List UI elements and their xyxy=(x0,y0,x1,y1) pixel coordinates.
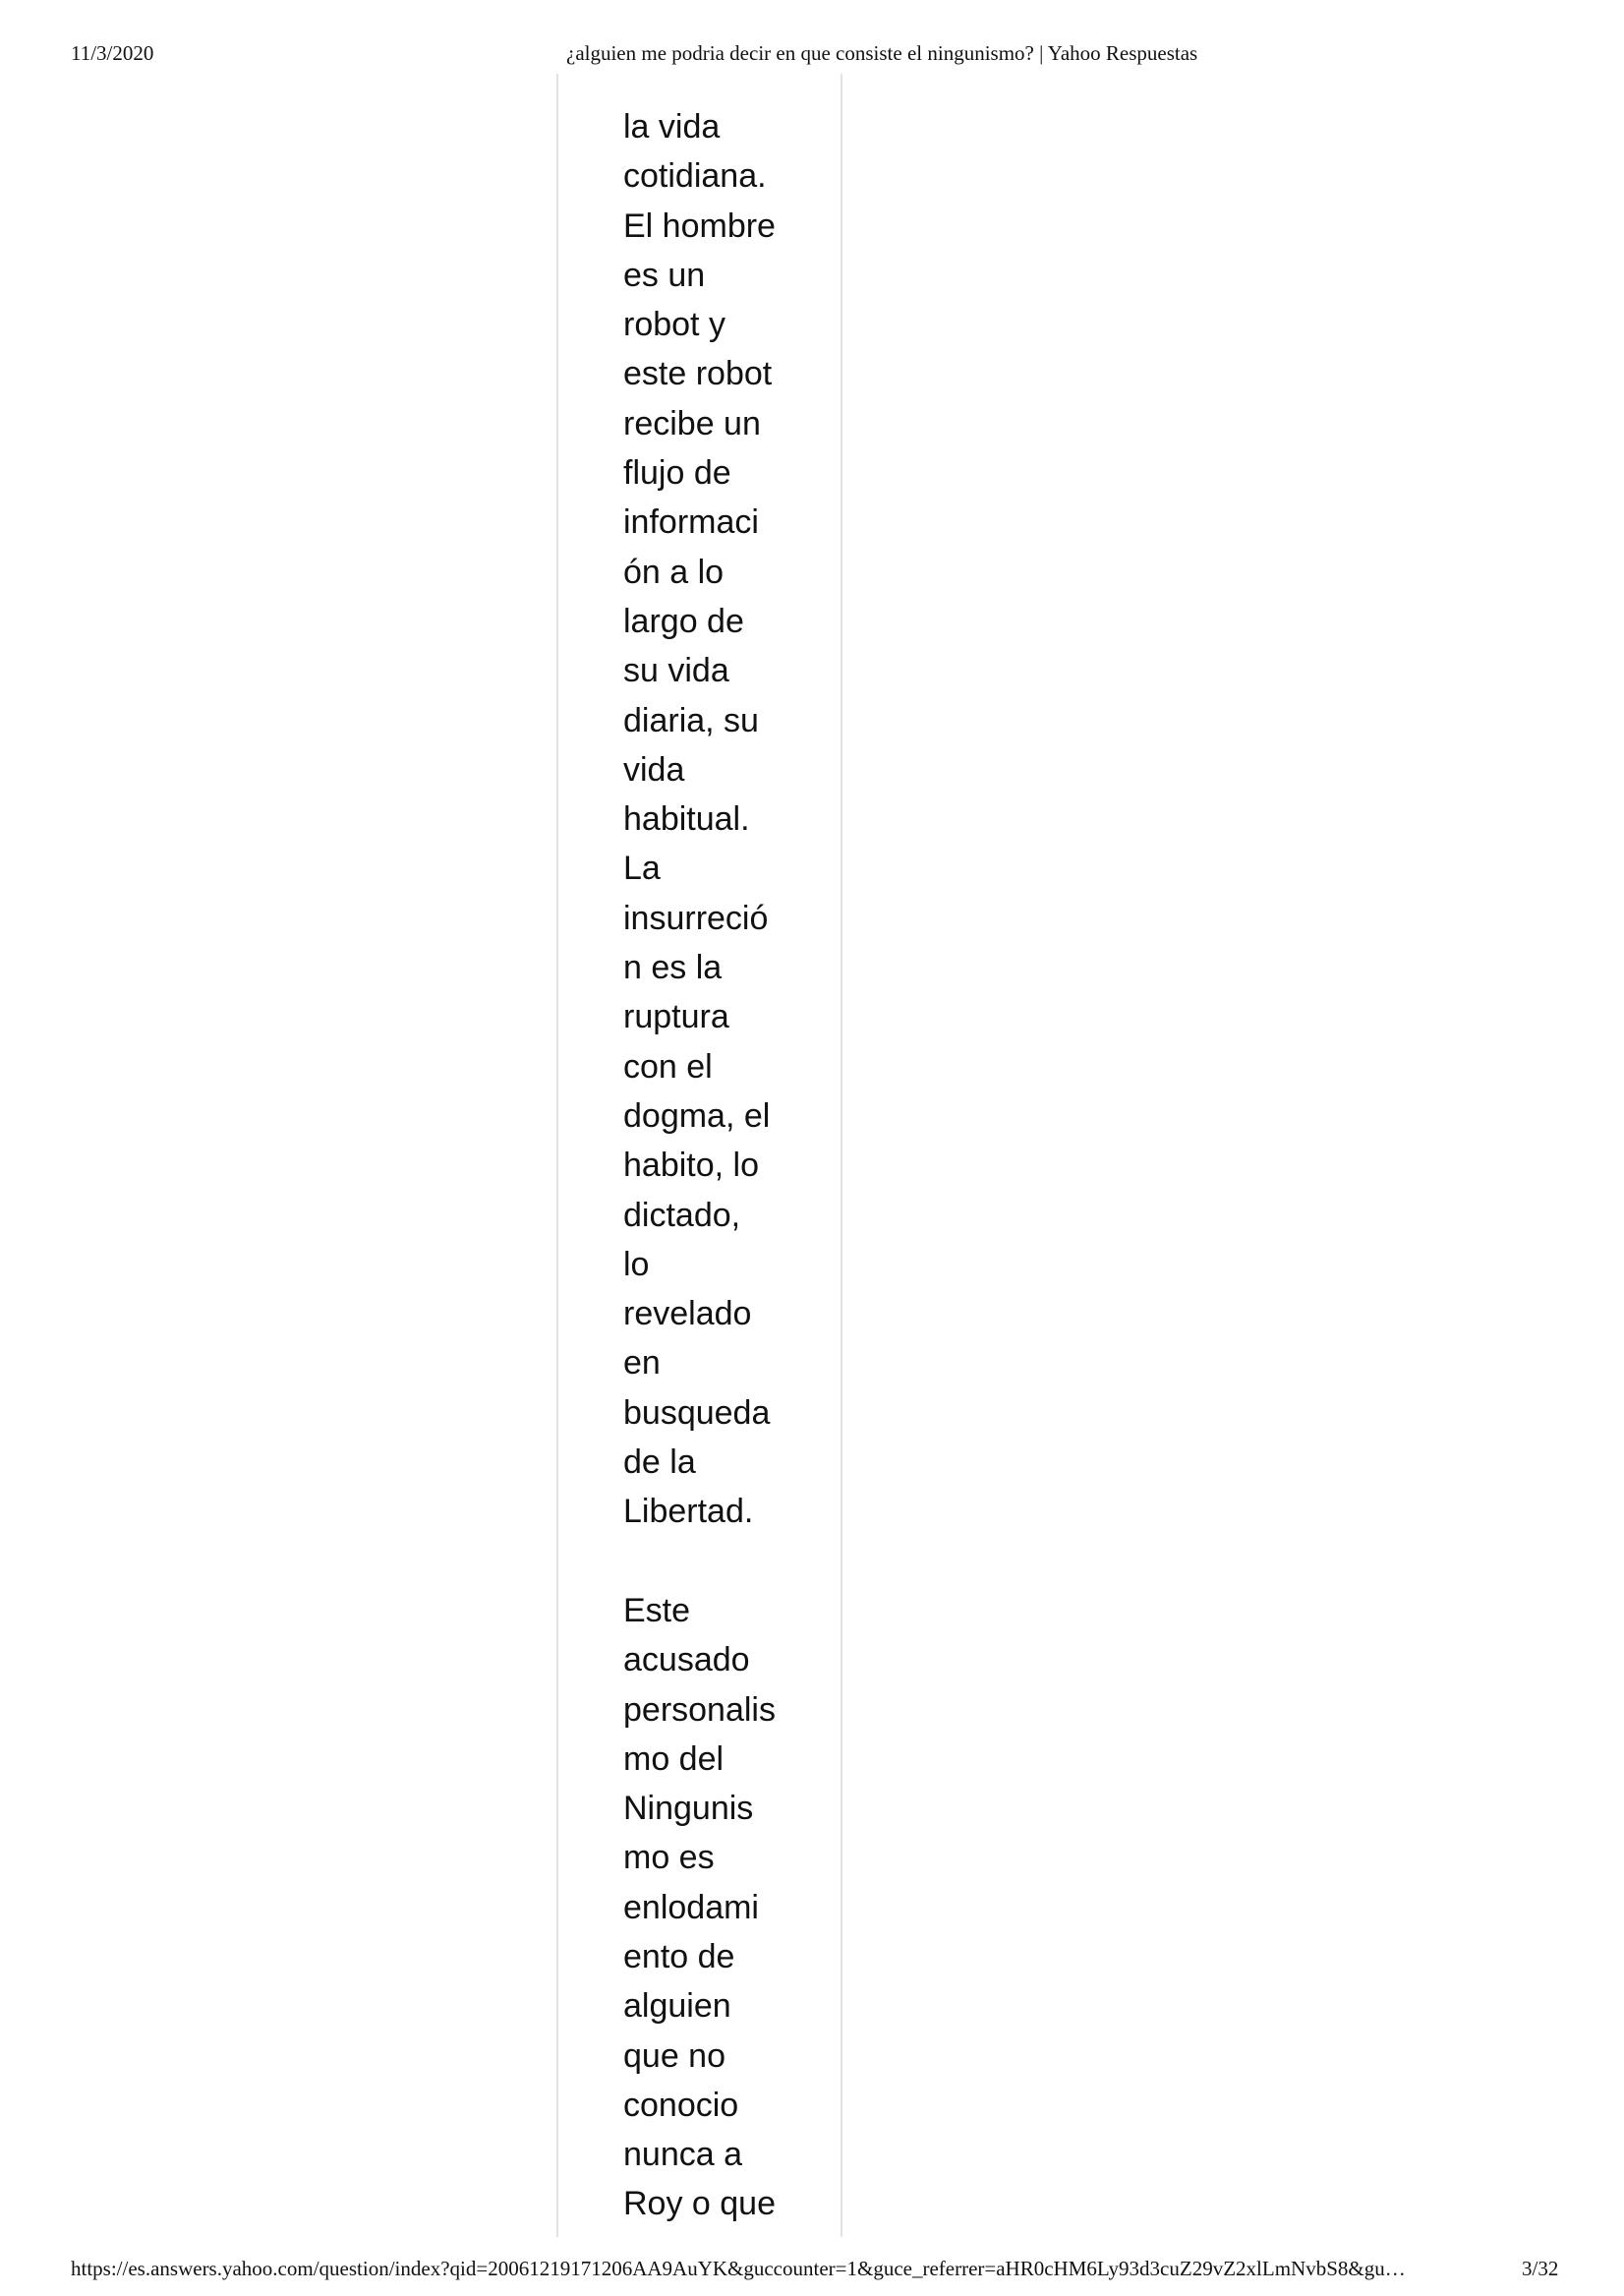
text-line: personalis xyxy=(623,1690,776,1729)
text-line: es un xyxy=(623,256,706,294)
text-line: vida xyxy=(623,750,685,789)
print-date: 11/3/2020 xyxy=(71,41,154,65)
text-line: La xyxy=(623,850,661,888)
text-line: largo de xyxy=(623,602,744,640)
text-line: El hombre xyxy=(623,206,776,245)
text-line: ento de xyxy=(623,1937,735,1975)
text-line: enlodami xyxy=(623,1888,759,1926)
text-line: alguien xyxy=(623,1987,731,2026)
text-line: Ningunis xyxy=(623,1790,754,1828)
text-line: diaria, su xyxy=(623,701,759,739)
text-line: mo es xyxy=(623,1839,715,1877)
page-title: ¿alguien me podria decir en que consiste el ningunismo? | Yahoo Respuestas xyxy=(566,41,1198,65)
text-line: recibe un xyxy=(623,404,761,442)
text-line: cotidiana. xyxy=(623,157,767,196)
paragraph-break xyxy=(623,1537,781,1586)
text-line: acusado xyxy=(623,1641,750,1679)
text-line: conocio xyxy=(623,2086,739,2124)
text-line: busqueda xyxy=(623,1393,771,1432)
text-line: Roy o que xyxy=(623,2185,776,2223)
text-line: dogma, el xyxy=(623,1096,771,1135)
text-line: Libertad. xyxy=(623,1493,754,1531)
text-line: n es la xyxy=(623,949,723,987)
text-line: la vida xyxy=(623,108,721,146)
text-line: informaci xyxy=(623,503,759,542)
text-line: dictado, xyxy=(623,1196,741,1234)
text-line: Este xyxy=(623,1591,691,1629)
text-line: de la xyxy=(623,1443,696,1482)
text-line: en xyxy=(623,1344,661,1383)
text-line: habitual. xyxy=(623,800,750,839)
text-line: mo del xyxy=(623,1739,725,1778)
answer-paragraph-1 xyxy=(623,102,781,1537)
text-line: nunca a xyxy=(623,2136,742,2174)
text-line: lo xyxy=(623,1245,650,1283)
text-line: flujo de xyxy=(623,454,731,493)
text-line: este robot xyxy=(623,355,773,393)
text-line: robot y xyxy=(623,306,725,344)
answer-paragraph-2 xyxy=(623,1586,781,2229)
text-line: revelado xyxy=(623,1295,752,1333)
answer-body xyxy=(623,102,781,2229)
text-line: su vida xyxy=(623,652,729,690)
text-line: ruptura xyxy=(623,998,729,1036)
text-line: habito, lo xyxy=(623,1147,759,1185)
page-url: https://es.answers.yahoo.com/question/index?qid=20061219171206AA9AuYK&guccounter=1&guce_referrer=aHR0cHM6Ly93d3cuZ29vZ2xlLmNvbS8&gu… xyxy=(71,2257,1406,2280)
text-line: con el xyxy=(623,1047,713,1086)
page-number: 3/32 xyxy=(1522,2257,1559,2280)
text-line: insurreció xyxy=(623,899,769,937)
text-line: que no xyxy=(623,2036,725,2075)
text-line: ón a lo xyxy=(623,553,725,591)
